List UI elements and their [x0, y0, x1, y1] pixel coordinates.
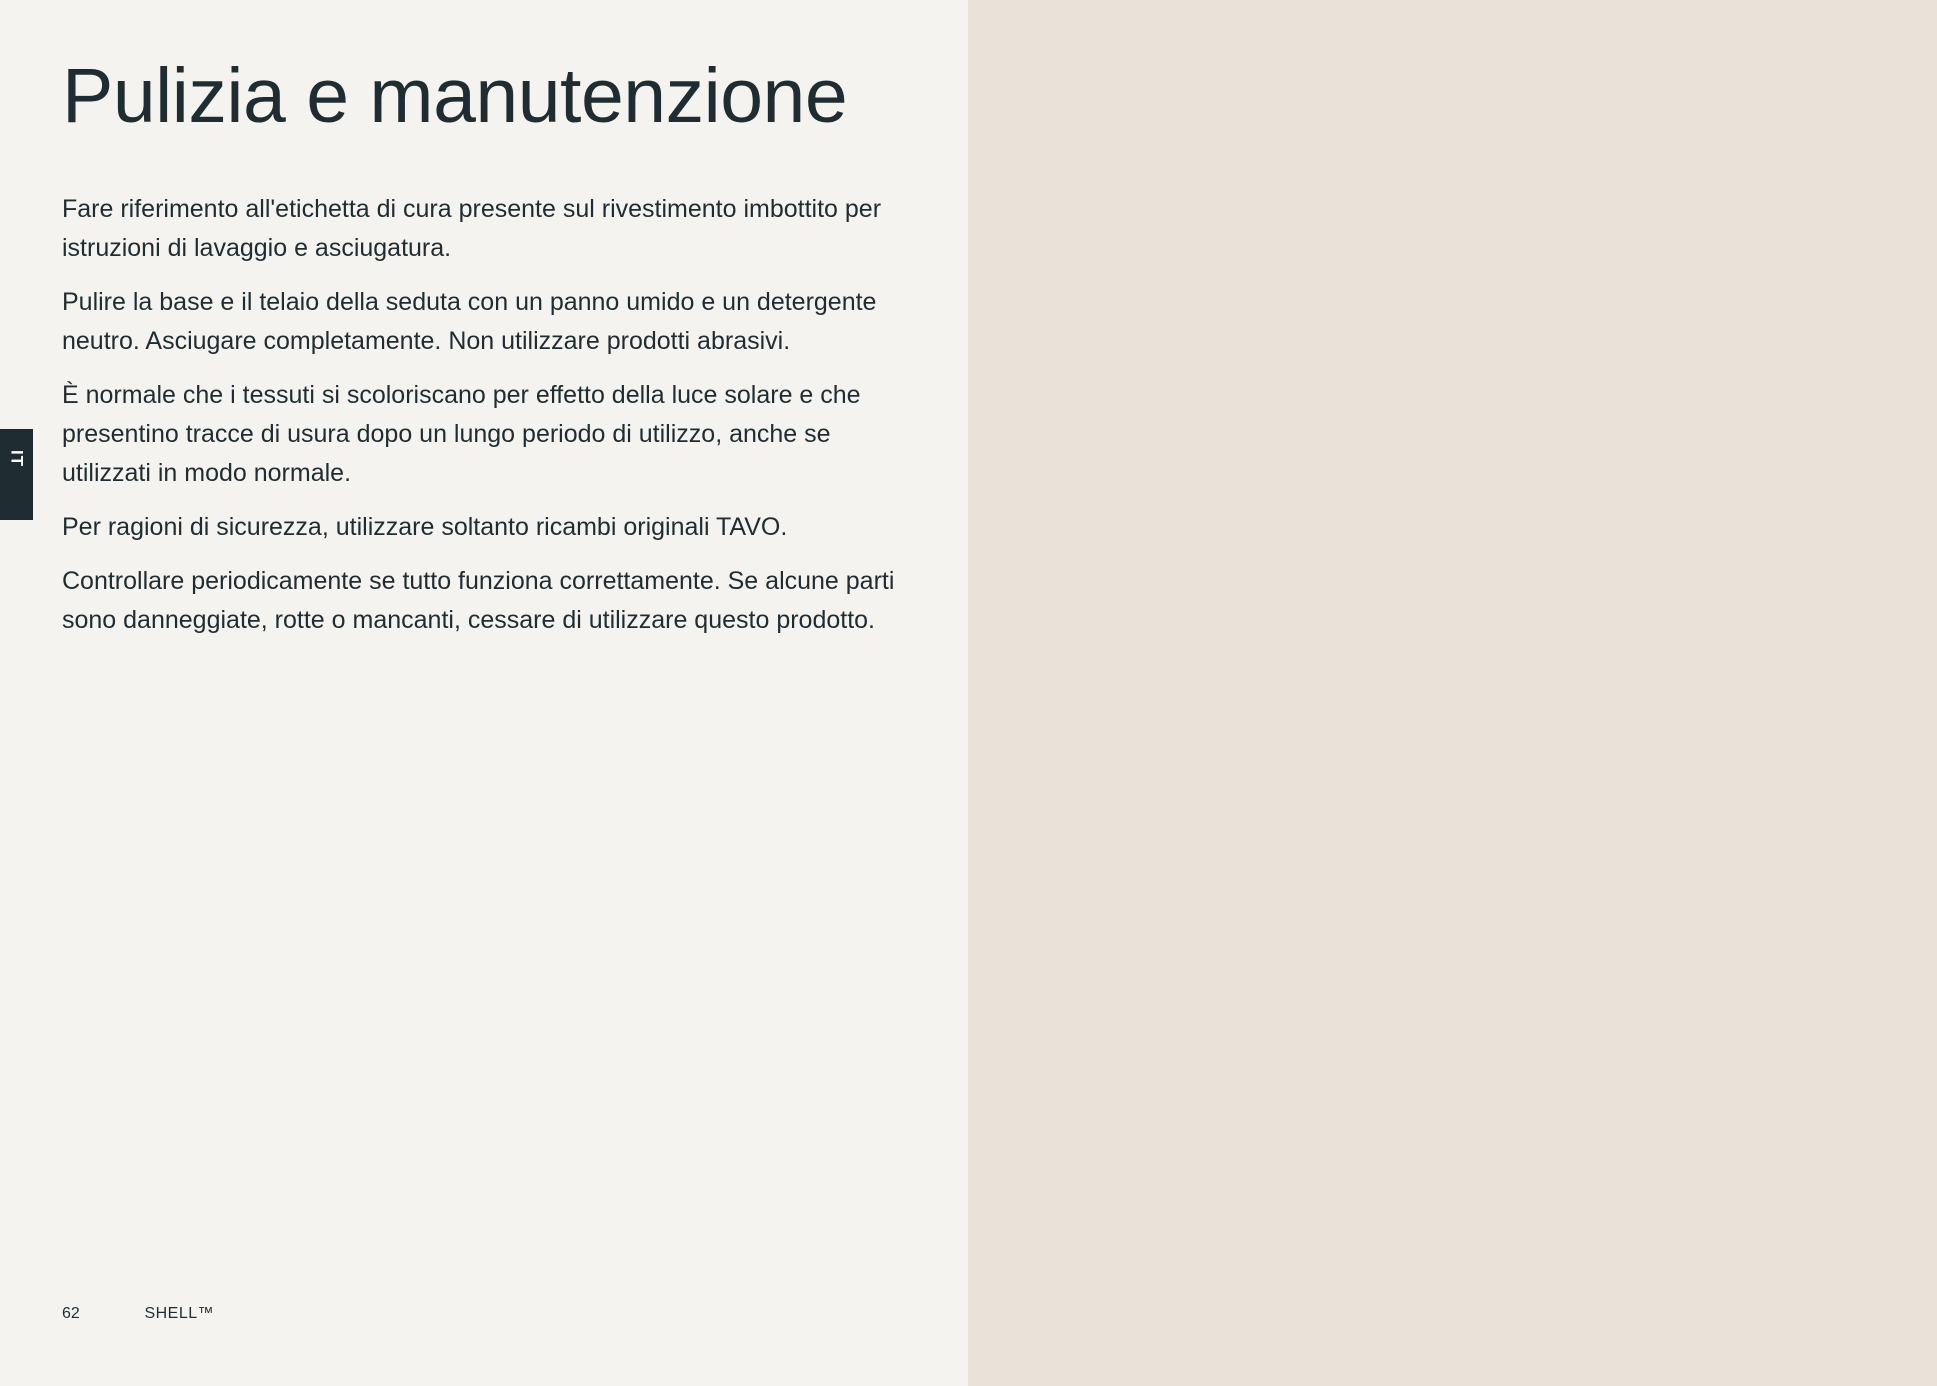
paragraph-cleaning: Pulire la base e il telaio della seduta con un panno umido e un detergente neutro. Asciugare completamente. Non utilizzare prodotti abrasivi. [62, 288, 877, 355]
right-page [968, 0, 1937, 1386]
paragraph-care-label: Fare riferimento all'etichetta di cura presente sul rivestimento imbottito per istruzioni di lavaggio e asciugatura. [62, 195, 882, 262]
language-tab-label: IT [7, 449, 26, 468]
body-text [62, 190, 922, 655]
paragraph-spare-parts: Per ragioni di sicurezza, utilizzare soltanto ricambi originali TAVO. [62, 513, 788, 541]
product-name: SHELL™ [144, 1305, 215, 1322]
language-tab [0, 429, 33, 520]
left-page [0, 0, 968, 1386]
footer [62, 1304, 214, 1324]
paragraph-inspection: Controllare periodicamente se tutto funziona correttamente. Se alcune parti sono danneggiate, rotte o mancanti, cessare di utilizzare questo prodotto. [62, 567, 895, 634]
page-number: 62 [62, 1305, 80, 1322]
page-title: Pulizia e manutenzione [62, 53, 848, 139]
paragraph-fading: È normale che i tessuti si scoloriscano per effetto della luce solare e che presentino tracce di usura dopo un lungo periodo di utilizzo, anche se utilizzati in modo normale. [62, 381, 861, 487]
